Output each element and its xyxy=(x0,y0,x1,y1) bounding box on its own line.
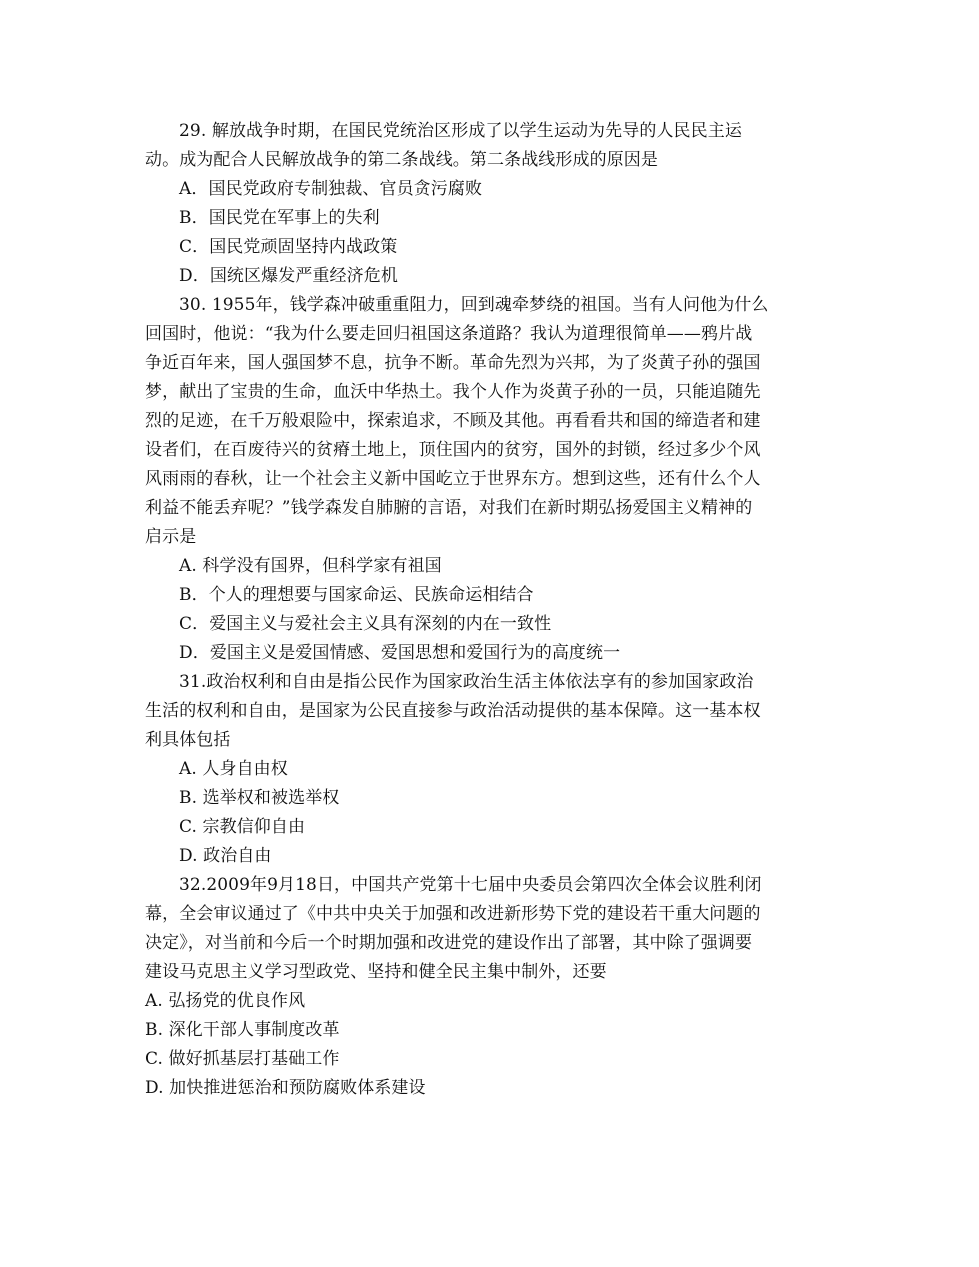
question-text-line: 生活的权利和自由，是国家为公民直接参与政治活动提供的基本保障。这一基本权 xyxy=(145,701,761,721)
question-29 xyxy=(145,117,840,291)
option-a: A. 科学没有国界，但科学家有祖国 xyxy=(179,556,442,576)
question-30 xyxy=(145,291,840,668)
option-a: A. 弘扬党的优良作风 xyxy=(145,991,306,1011)
option-c: C. 宗教信仰自由 xyxy=(179,817,306,837)
option-c: C. 做好抓基层打基础工作 xyxy=(145,1049,340,1069)
option-b: B．个人的理想要与国家命运、民族命运相结合 xyxy=(179,585,534,605)
option-d: D. 加快推进惩治和预防腐败体系建设 xyxy=(145,1078,426,1098)
question-text-line: 梦，献出了宝贵的生命，血沃中华热土。我个人作为炎黄子孙的一员，只能追随先 xyxy=(145,382,761,402)
question-32 xyxy=(145,871,840,1103)
question-text-line: 利具体包括 xyxy=(145,730,231,750)
question-text-line: 风雨雨的春秋，让一个社会主义新中国屹立于世界东方。想到这些，还有什么个人 xyxy=(145,469,761,489)
option-a: A．国民党政府专制独裁、官员贪污腐败 xyxy=(179,179,483,199)
option-d: D. 政治自由 xyxy=(179,846,272,866)
question-text-line: 幕，全会审议通过了《中共中央关于加强和改进新形势下党的建设若干重大问题的 xyxy=(145,904,761,924)
option-d: D．爱国主义是爱国情感、爱国思想和爱国行为的高度统一 xyxy=(179,643,621,663)
question-text-line: 决定》，对当前和今后一个时期加强和改进党的建设作出了部署，其中除了强调要 xyxy=(145,933,753,953)
question-text-line: 32.2009年9月18日，中国共产党第十七届中央委员会第四次全体会议胜利闭 xyxy=(179,875,762,895)
question-text-line: 启示是 xyxy=(145,527,197,547)
question-text-line: 利益不能丢弃呢？”钱学森发自肺腑的言语，对我们在新时期弘扬爱国主义精神的 xyxy=(145,498,753,518)
question-text-line: 29. 解放战争时期，在国民党统治区形成了以学生运动为先导的人民民主运 xyxy=(179,121,742,141)
option-b: B．国民党在军事上的失利 xyxy=(179,208,380,228)
question-text-line: 31.政治权利和自由是指公民作为国家政治生活主体依法享有的参加国家政治 xyxy=(179,672,754,692)
question-text-line: 争近百年来，国人强国梦不息，抗争不断。革命先烈为兴邦，为了炎黄子孙的强国 xyxy=(145,353,761,373)
question-text-line: 回国时，他说：“我为什么要走回归祖国这条道路？我认为道理很简单——鸦片战 xyxy=(145,324,753,344)
question-text-line: 设者们，在百废待兴的贫瘠土地上，顶住国内的贫穷，国外的封锁，经过多少个风 xyxy=(145,440,761,460)
document-page xyxy=(145,117,840,1103)
question-text-line: 烈的足迹，在千万般艰险中，探索追求，不顾及其他。再看看共和国的缔造者和建 xyxy=(145,411,761,431)
option-b: B. 深化干部人事制度改革 xyxy=(145,1020,340,1040)
option-c: C．国民党顽固坚持内战政策 xyxy=(179,237,398,257)
question-31 xyxy=(145,668,840,871)
question-text-line: 30. 1955年，钱学森冲破重重阻力，回到魂牵梦绕的祖国。当有人问他为什么 xyxy=(179,295,769,315)
option-c: C．爱国主义与爱社会主义具有深刻的内在一致性 xyxy=(179,614,552,634)
option-a: A. 人身自由权 xyxy=(179,759,288,779)
option-b: B. 选举权和被选举权 xyxy=(179,788,340,808)
question-text-line: 建设马克思主义学习型政党、坚持和健全民主集中制外，还要 xyxy=(145,962,607,982)
option-d: D．国统区爆发严重经济危机 xyxy=(179,266,398,286)
question-text-line: 动。成为配合人民解放战争的第二条战线。第二条战线形成的原因是 xyxy=(145,150,658,170)
